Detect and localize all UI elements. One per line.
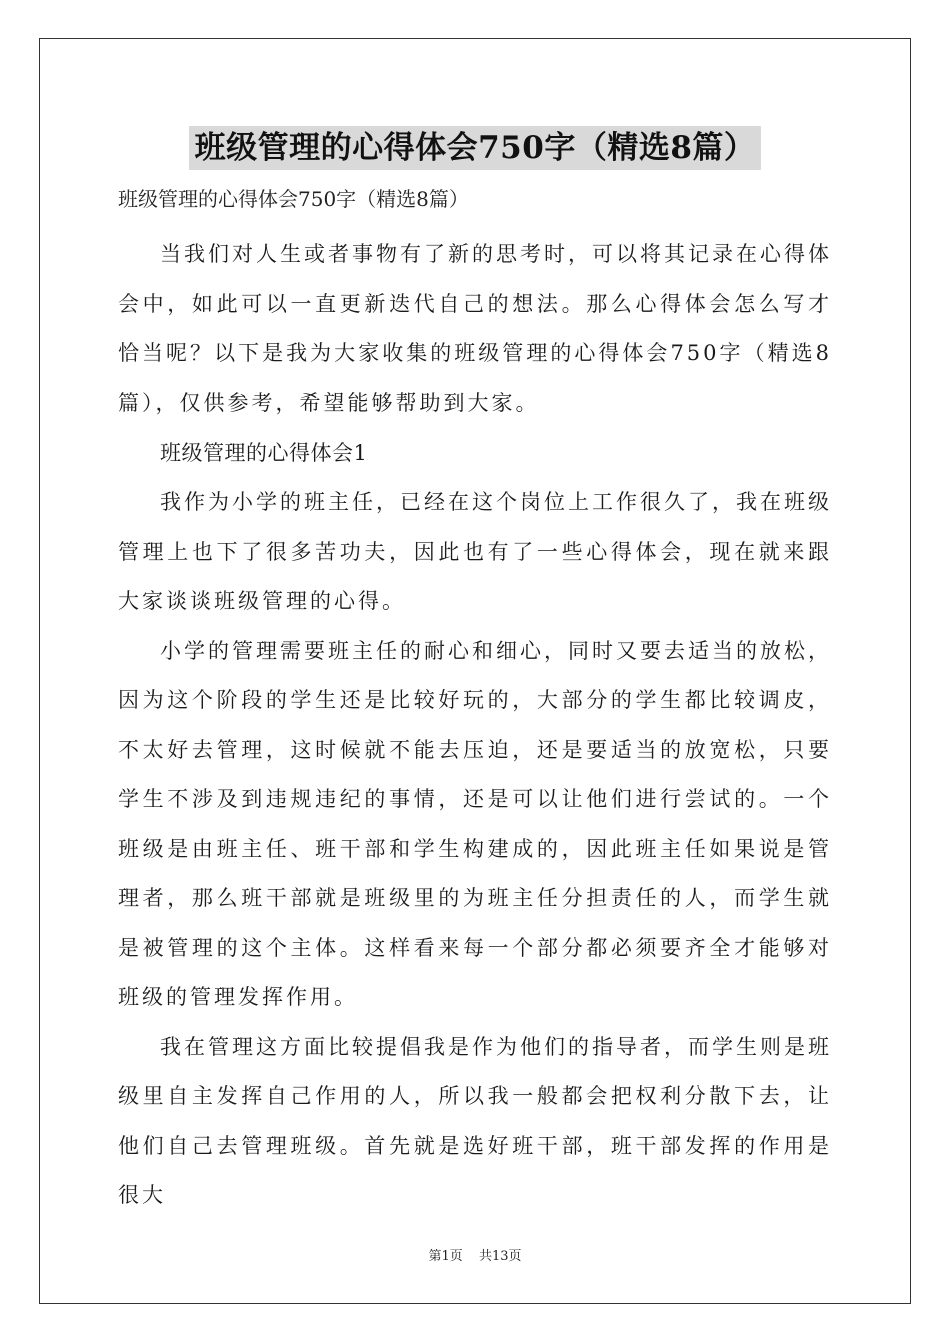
document-body: [118, 230, 832, 1221]
page-title: 班级管理的心得体会750字（精选8篇）: [189, 126, 762, 170]
section-heading: 班级管理的心得体会1: [160, 441, 368, 465]
title-block: [0, 126, 950, 170]
page-number: 第1页: [428, 1249, 463, 1264]
paragraph: 小学的管理需要班主任的耐心和细心，同时又要去适当的放松，因为这个阶段的学生还是比较好玩的，大部分的学生都比较调皮，不太好去管理，这时候就不能去压迫，还是要适当的放宽松，只要学生不涉及到违规违纪的事情，还是可以让他们进行尝试的。一个班级是由班主任、班干部和学生构建成的，因此班主任如果说是管理者，那么班干部就是班级里的为班主任分担责任的人，而学生就是被管理的这个主体。这样看来每一个部分都必须要齐全才能够对班级的管理发挥作用。: [118, 638, 832, 1009]
paragraph-intro: 当我们对人生或者事物有了新的思考时，可以将其记录在心得体会中，如此可以一直更新迭代自己的想法。那么心得体会怎么写才恰当呢？以下是我为大家收集的班级管理的心得体会750字（精选8篇），仅供参考，希望能够帮助到大家。: [118, 242, 832, 415]
page-total: 共13页: [478, 1249, 522, 1264]
subtitle: 班级管理的心得体会750字（精选8篇）: [118, 187, 469, 211]
paragraph: 我作为小学的班主任，已经在这个岗位上工作很久了，我在班级管理上也下了很多苦功夫，因此也有了一些心得体会，现在就来跟大家谈谈班级管理的心得。: [118, 490, 832, 613]
paragraph: 我在管理这方面比较提倡我是作为他们的指导者，而学生则是班级里自主发挥自己作用的人，所以我一般都会把权利分散下去，让他们自己去管理班级。首先就是选好班干部，班干部发挥的作用是很大: [118, 1034, 832, 1207]
page-footer: [0, 1248, 950, 1266]
